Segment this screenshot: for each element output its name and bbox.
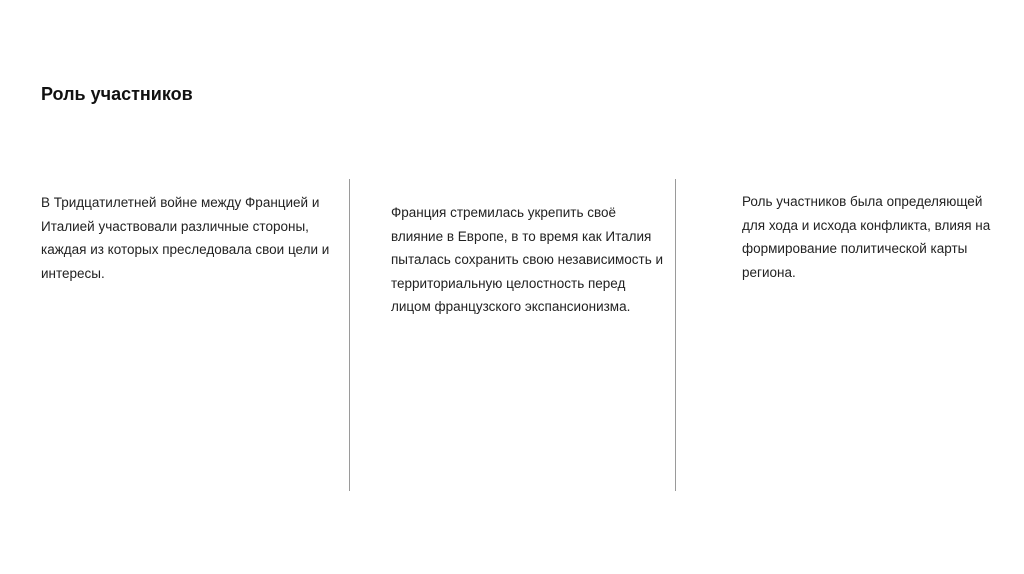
column-divider-2 [675,179,676,491]
column-3-text: Роль участников была определяющей для хода и исхода конфликта, влияя на формирование политической карты региона. [742,194,991,280]
column-2-text: Франция стремилась укрепить своё влияние в Европе, в то время как Италия пыталась сохранить свою независимость и территориальную целостность перед лицом французского экспансионизма. [391,205,664,314]
slide-title: Роль участников [41,84,193,104]
column-1-text: В Тридцатилетней войне между Францией и Италией участвовали различные стороны, каждая из которых преследовала свои цели и интересы. [41,195,330,281]
column-divider-1 [349,179,350,491]
